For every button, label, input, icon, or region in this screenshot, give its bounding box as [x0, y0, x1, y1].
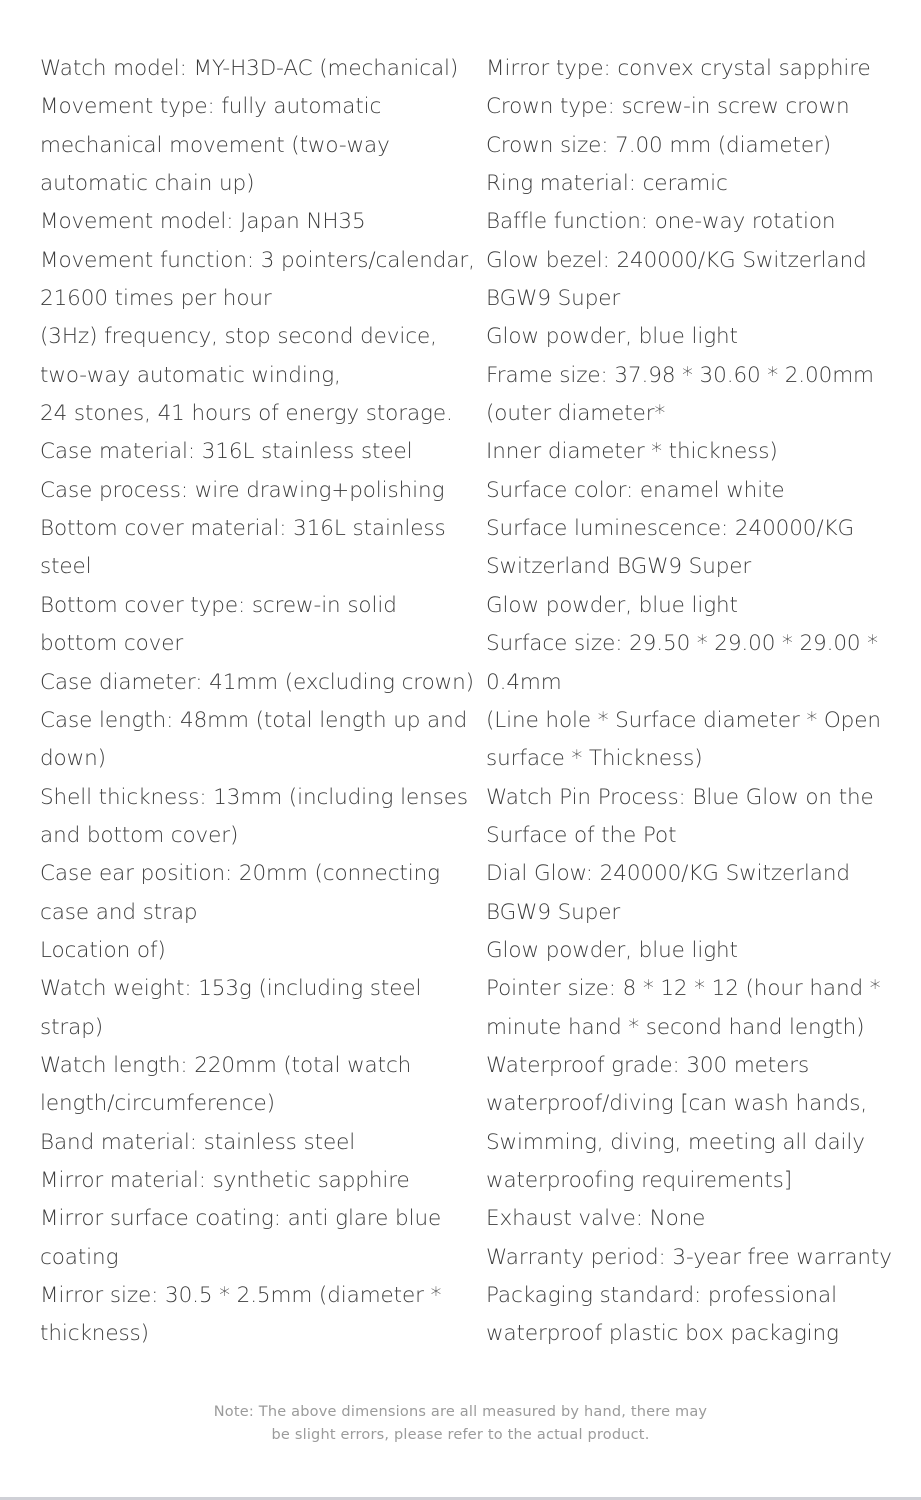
spec-line: Bottom cover type: screw-in solid: [40, 592, 397, 618]
spec-line: Crown type: screw-in screw crown: [486, 94, 850, 120]
spec-line: Pointer size: 8 * 12 * 12 (hour hand *: [486, 976, 881, 1002]
spec-line: Surface luminescence: 240000/KG: [486, 516, 855, 542]
spec-line: Swimming, diving, meeting all daily: [486, 1129, 865, 1155]
spec-line: case and strap: [40, 899, 198, 925]
spec-line: length/circumference): [40, 1091, 275, 1117]
spec-line: automatic chain up): [40, 171, 255, 197]
spec-line: Bottom cover material: 316L stainless: [40, 516, 446, 542]
spec-line: waterproof plastic box packaging: [486, 1321, 839, 1347]
spec-line: Surface size: 29.50 * 29.00 * 29.00 *: [486, 631, 878, 657]
spec-line: bottom cover: [40, 631, 184, 657]
spec-line: Mirror type: convex crystal sapphire: [486, 56, 871, 81]
spec-line: (outer diameter*: [486, 401, 666, 427]
spec-line: (Line hole * Surface diameter * Open: [486, 707, 881, 733]
spec-line: Warranty period: 3-year free warranty: [486, 1244, 892, 1270]
spec-line: Watch length: 220mm (total watch: [40, 1052, 412, 1078]
spec-column-right: [486, 50, 906, 1354]
spec-line: Ring material: ceramic: [486, 171, 728, 197]
spec-column-left: [40, 50, 480, 1354]
spec-line: Mirror material: synthetic sapphire: [40, 1167, 410, 1193]
spec-line: Case ear position: 20mm (connecting: [40, 861, 440, 887]
spec-line: 21600 times per hour: [40, 286, 272, 312]
spec-line: Packaging standard: professional: [486, 1283, 837, 1308]
spec-line: Surface of the Pot: [486, 822, 677, 848]
spec-line: Case process: wire drawing+polishing: [40, 477, 445, 503]
spec-line: Glow bezel: 240000/KG Switzerland: [486, 247, 867, 273]
spec-line: Mirror surface coating: anti glare blue: [40, 1206, 442, 1232]
spec-line: strap): [40, 1014, 104, 1040]
spec-line: Inner diameter * thickness): [486, 439, 778, 465]
spec-line: mechanical movement (two-way: [40, 132, 390, 158]
spec-line: 0.4mm: [486, 669, 562, 695]
spec-line: Dial Glow: 240000/KG Switzerland: [486, 861, 850, 887]
measurement-note: [0, 1401, 921, 1447]
spec-line: Watch Pin Process: Blue Glow on the: [486, 784, 874, 810]
spec-line: Switzerland BGW9 Super: [486, 554, 752, 580]
spec-line: two-way automatic winding,: [40, 362, 341, 388]
spec-line: Movement model: Japan NH35: [40, 209, 366, 235]
spec-line: Glow powder, blue light: [486, 592, 738, 618]
spec-line: surface * Thickness): [486, 746, 703, 772]
spec-line: Case length: 48mm (total length up and: [40, 707, 468, 733]
spec-line: thickness): [40, 1321, 149, 1347]
spec-line: Movement type: fully automatic: [40, 94, 382, 120]
spec-line: Exhaust valve: None: [486, 1206, 706, 1232]
spec-line: Waterproof grade: 300 meters: [486, 1052, 810, 1078]
spec-line: Watch weight: 153g (including steel: [40, 976, 422, 1002]
spec-line: Glow powder, blue light: [486, 324, 738, 350]
spec-line: and bottom cover): [40, 822, 239, 848]
spec-line: waterproof/diving [can wash hands,: [486, 1091, 868, 1117]
spec-line: Mirror size: 30.5 * 2.5mm (diameter *: [40, 1283, 442, 1308]
spec-line: Frame size: 37.98 * 30.60 * 2.00mm: [486, 362, 874, 388]
spec-line: Surface color: enamel white: [486, 477, 785, 503]
spec-line: Case material: 316L stainless steel: [40, 439, 413, 465]
spec-line: down): [40, 746, 106, 772]
spec-line: minute hand * second hand length): [486, 1014, 865, 1040]
spec-line: steel: [40, 554, 92, 580]
note-line-2: be slight errors, please refer to the actual product.: [271, 1427, 650, 1443]
spec-line: (3Hz) frequency, stop second device,: [40, 324, 437, 350]
spec-line: Band material: stainless steel: [40, 1129, 356, 1155]
spec-line: Location of): [40, 937, 166, 963]
spec-line: Shell thickness: 13mm (including lenses: [40, 784, 468, 810]
spec-line: 24 stones, 41 hours of energy storage.: [40, 401, 453, 427]
note-line-1: Note: The above dimensions are all measured by hand, there may: [213, 1404, 708, 1420]
spec-line: coating: [40, 1244, 119, 1270]
spec-line: BGW9 Super: [486, 286, 621, 312]
spec-line: Baffle function: one-way rotation: [486, 209, 836, 235]
spec-line: waterproofing requirements]: [486, 1167, 793, 1193]
spec-line: Watch model: MY-H3D-AC (mechanical): [40, 56, 459, 81]
spec-line: Glow powder, blue light: [486, 937, 738, 963]
spec-line: BGW9 Super: [486, 899, 621, 925]
spec-line: Crown size: 7.00 mm (diameter): [486, 132, 832, 158]
spec-line: Movement function: 3 pointers/calendar,: [40, 247, 475, 273]
spec-line: Case diameter: 41mm (excluding crown): [40, 669, 474, 695]
